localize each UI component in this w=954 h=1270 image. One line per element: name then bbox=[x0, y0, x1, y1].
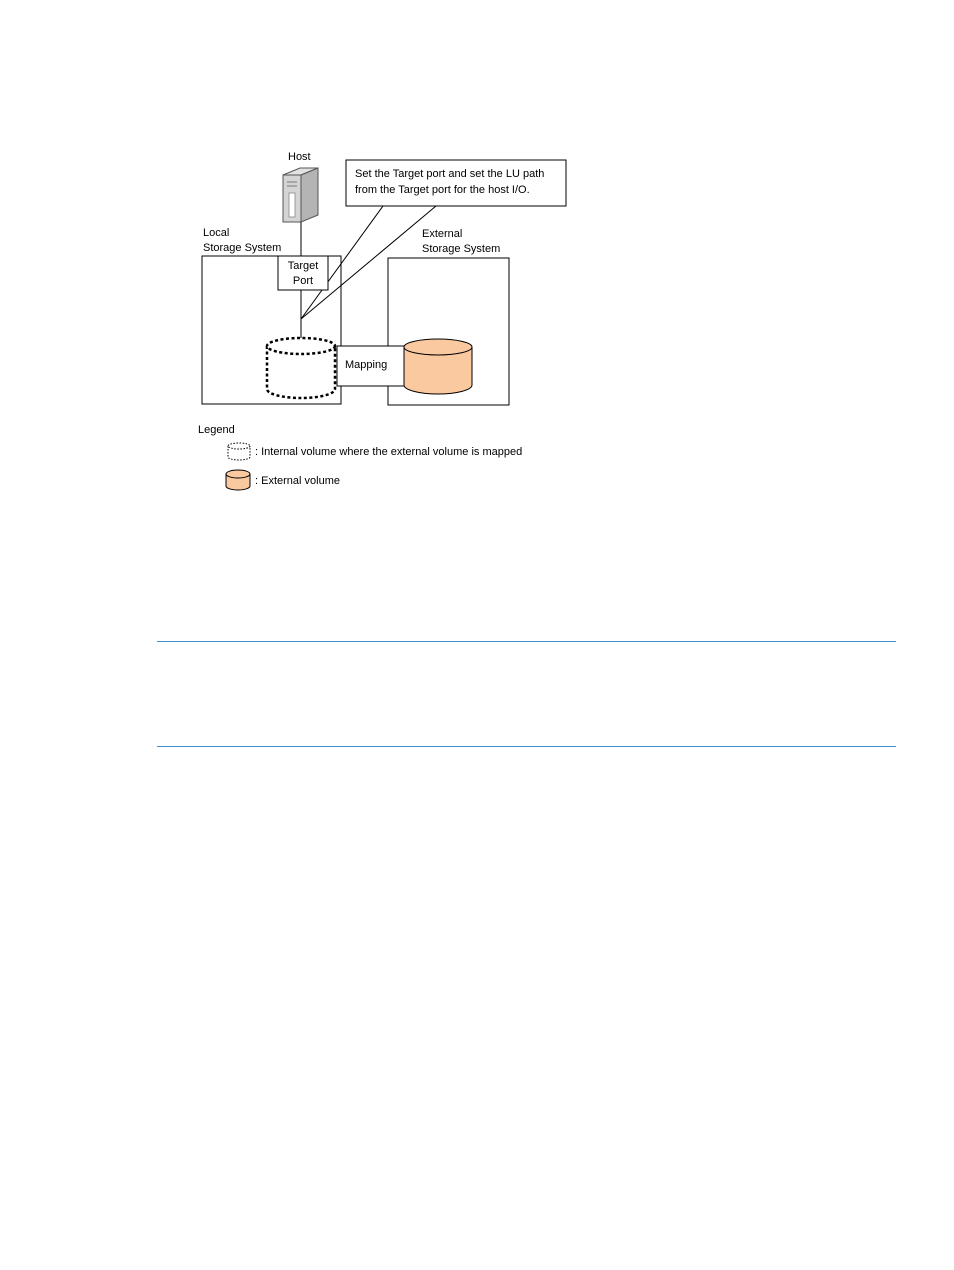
callout-box bbox=[346, 160, 566, 206]
callout-text-line2: from the Target port for the host I/O. bbox=[355, 184, 530, 196]
callout-text-line1: Set the Target port and set the LU path bbox=[355, 168, 545, 180]
internal-volume-icon bbox=[267, 338, 335, 398]
legend-internal-volume-text: : Internal volume where the external volume is mapped bbox=[255, 446, 523, 458]
legend-external-volume-text: : External volume bbox=[255, 475, 340, 487]
note-bottom-rule bbox=[157, 746, 896, 747]
legend-external-volume-icon bbox=[226, 470, 250, 490]
mapping-label: Mapping bbox=[345, 359, 388, 371]
local-storage-label-line2: Storage System bbox=[203, 242, 282, 254]
local-storage-label-line1: Local bbox=[203, 227, 230, 239]
legend-title: Legend bbox=[198, 424, 235, 436]
target-port-label-line2: Port bbox=[292, 275, 314, 287]
target-port-label-line1: Target bbox=[287, 260, 319, 272]
server-icon bbox=[283, 168, 318, 222]
external-volume-icon bbox=[404, 339, 472, 394]
external-storage-label-line1: External bbox=[422, 228, 463, 240]
note-top-rule bbox=[157, 641, 896, 642]
external-storage-label-line2: Storage System bbox=[422, 243, 501, 255]
host-label: Host bbox=[288, 151, 311, 163]
legend-internal-volume-icon bbox=[228, 443, 250, 460]
